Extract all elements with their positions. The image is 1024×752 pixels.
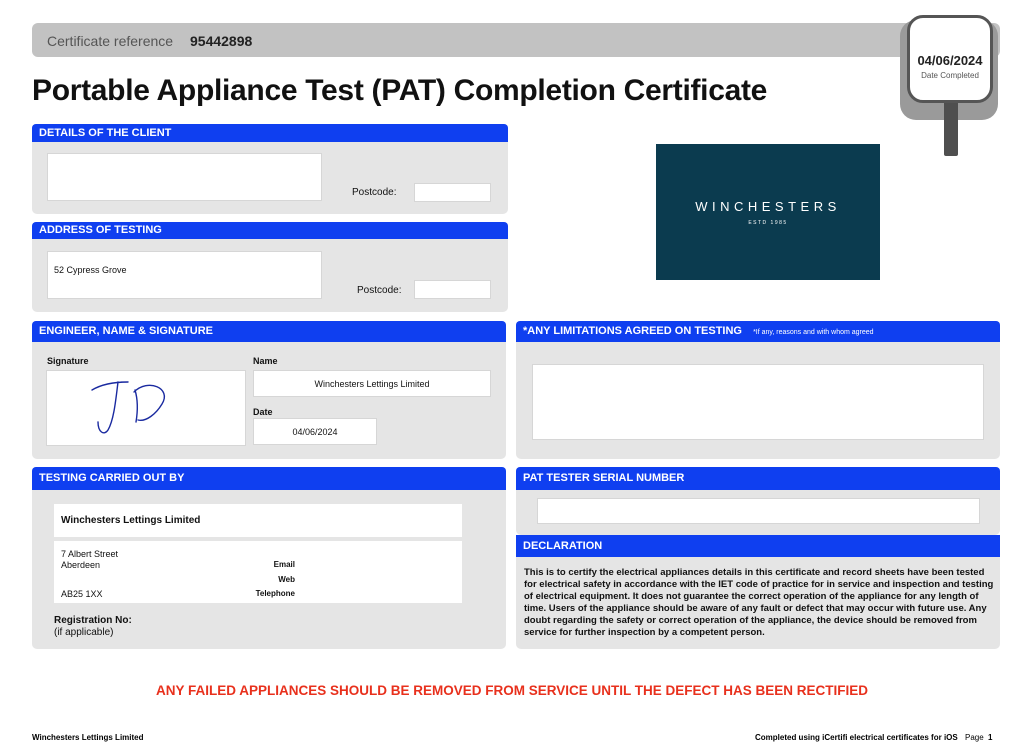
- signature-label: Signature: [47, 356, 89, 366]
- declaration-heading: DECLARATION: [516, 535, 1000, 557]
- page-title: Portable Appliance Test (PAT) Completion Certificate: [32, 74, 768, 107]
- footer-page-label: Page: [965, 733, 984, 742]
- footer-page-number: 1: [988, 733, 993, 742]
- testing-by-heading: TESTING CARRIED OUT BY: [32, 467, 506, 490]
- signature-image: [80, 374, 180, 438]
- client-name-field: [47, 153, 322, 201]
- logo-name: WINCHESTERS: [695, 199, 841, 214]
- testing-web-label: Web: [278, 575, 295, 584]
- address-postcode-field: [414, 280, 491, 299]
- certificate-reference-bar: [32, 23, 1000, 57]
- client-details-heading: DETAILS OF THE CLIENT: [32, 124, 508, 142]
- limitations-field: [532, 364, 984, 440]
- engineer-name-label: Name: [253, 356, 278, 366]
- engineer-date-value: 04/06/2024: [292, 427, 338, 437]
- serial-heading: PAT TESTER SERIAL NUMBER: [516, 467, 1000, 490]
- certificate-reference-label: Certificate reference: [47, 33, 174, 49]
- address-postcode-label: Postcode:: [357, 285, 402, 296]
- failed-appliances-warning: ANY FAILED APPLIANCES SHOULD BE REMOVED FROM SERVICE UNTIL THE DEFECT HAS BEEN RECTIFIED: [155, 683, 869, 698]
- serial-number-field: [537, 498, 980, 524]
- declaration-text: This is to certify the electrical appliances details in this certificate and record sheets have been tested for electrical safety in accordance with the IET code of practice for in service and inspection and testing of electrical equipment. It does not guarantee the correct operation of the appliance for any length of time. Users of the appliance should be aware of any fault or defect that may occur with future use. Any doubt regarding the safety or correct operation of the appliance, the device should be removed from service for further inspection by a competent person.: [524, 567, 994, 638]
- testing-telephone-label: Telephone: [255, 589, 295, 598]
- logo-established: ESTD 1985: [748, 220, 788, 226]
- registration-label: Registration No:: [54, 615, 132, 626]
- engineer-heading: ENGINEER, NAME & SIGNATURE: [32, 321, 506, 342]
- date-completed-value: 04/06/2024: [917, 53, 983, 68]
- address-value: 52 Cypress Grove: [54, 265, 127, 275]
- testing-company-name: Winchesters Lettings Limited: [61, 515, 201, 526]
- engineer-name-value: Winchesters Lettings Limited: [314, 379, 430, 389]
- date-completed-label: Date Completed: [921, 71, 979, 80]
- testing-street: 7 Albert Street: [61, 549, 119, 559]
- date-tag-handle: [944, 96, 958, 156]
- address-field: [47, 251, 322, 299]
- footer-company: Winchesters Lettings Limited: [32, 733, 144, 742]
- limitations-heading: *ANY LIMITATIONS AGREED ON TESTING: [523, 325, 742, 337]
- footer-completed-note: Completed using iCertifi electrical certificates for iOS: [755, 733, 958, 742]
- engineer-date-label: Date: [253, 407, 273, 417]
- certificate-reference-value: 95442898: [190, 33, 253, 49]
- testing-email-label: Email: [273, 560, 295, 569]
- limitations-heading-bar: [516, 321, 1000, 342]
- testing-city: Aberdeen: [61, 560, 101, 570]
- limitations-note: *If any, reasons and with whom agreed: [753, 329, 874, 336]
- client-postcode-label: Postcode:: [352, 187, 397, 198]
- testing-postcode: AB25 1XX: [61, 589, 103, 599]
- address-heading: ADDRESS OF TESTING: [32, 222, 508, 239]
- registration-note: (if applicable): [54, 627, 114, 638]
- client-postcode-field: [414, 183, 491, 202]
